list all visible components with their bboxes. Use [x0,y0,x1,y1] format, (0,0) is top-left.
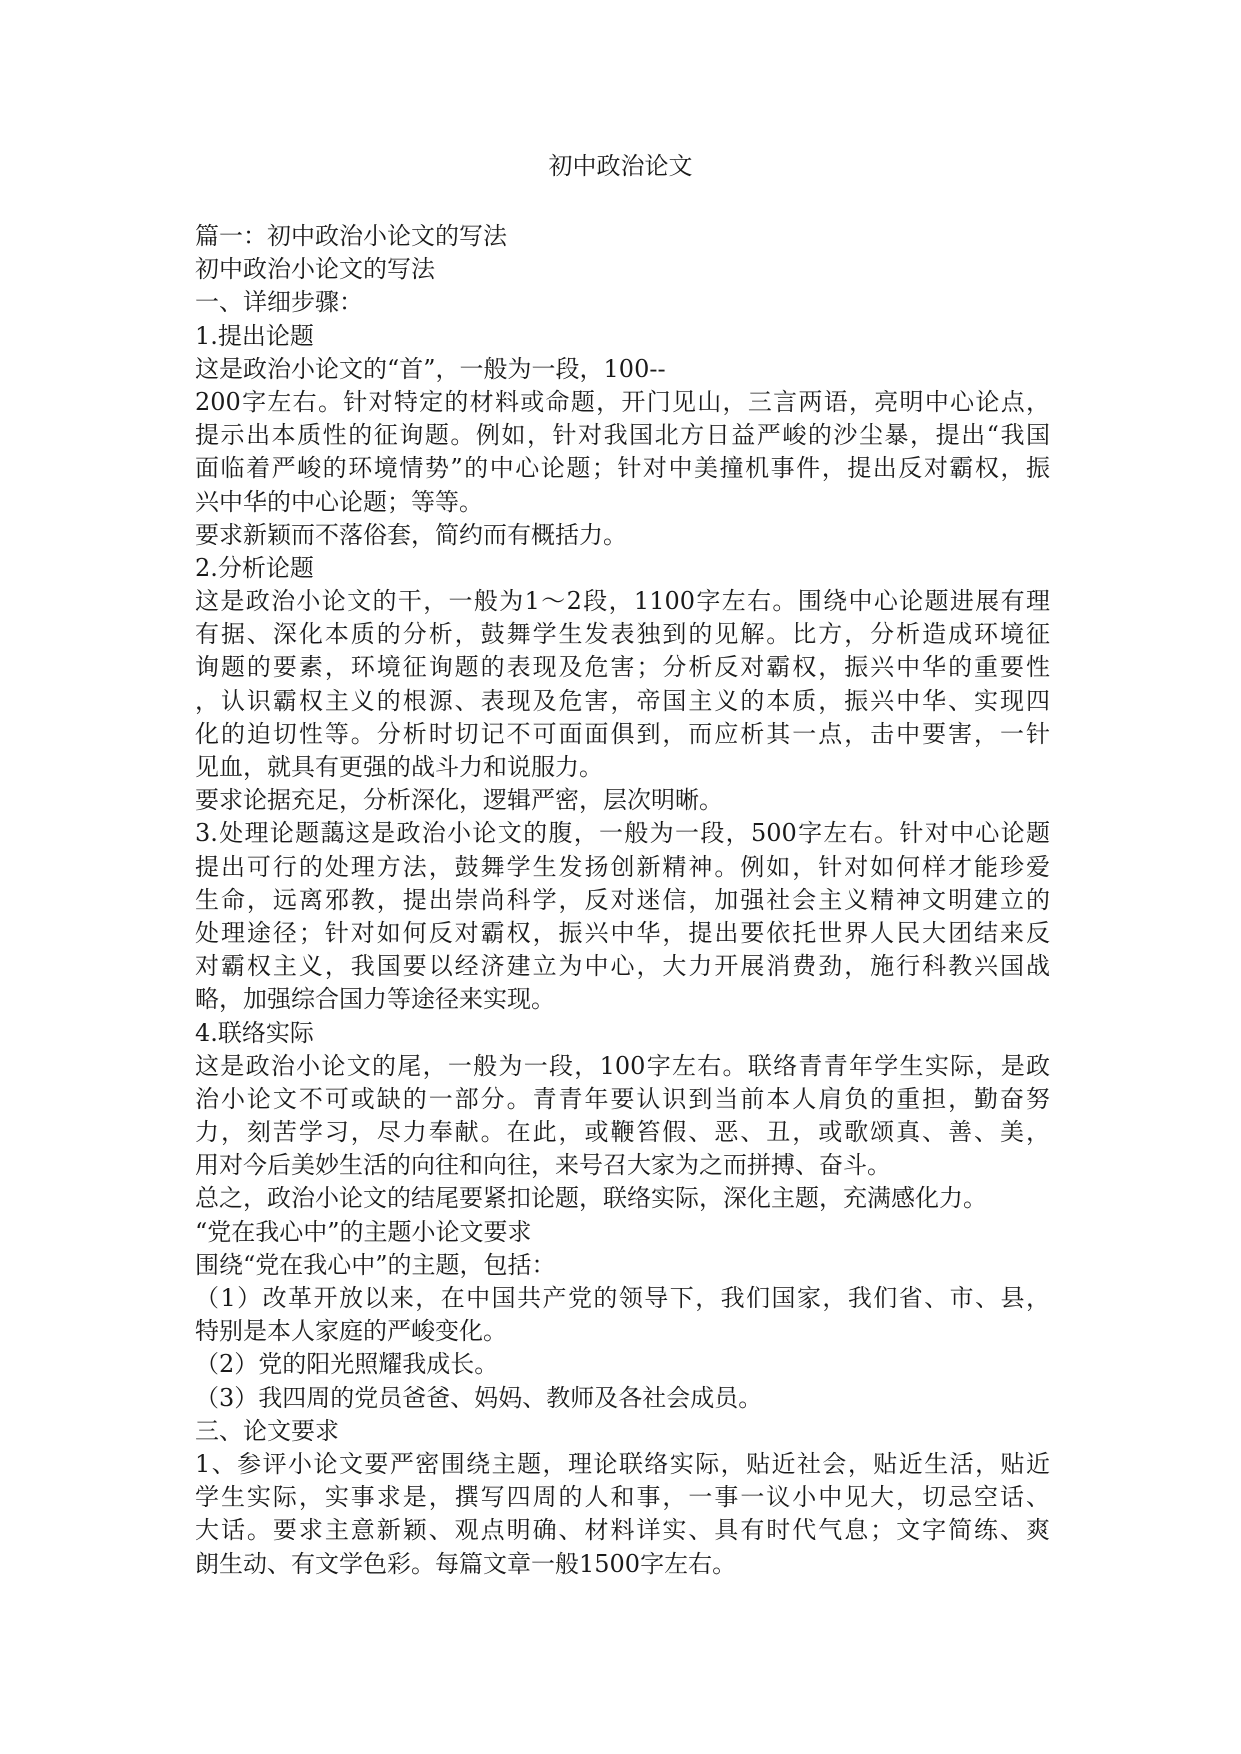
text-line: 1、参评小论文要严密围绕主题，理论联络实际，贴近社会，贴近生活，贴近 [195,1449,1050,1478]
text-line: 提示出本质性的征询题。例如，针对我国北方日益严峻的沙尘暴，提出“我国 [195,421,1050,450]
text-line: 总之，政治小论文的结尾要紧扣论题，联络实际，深化主题，充满感化力。 [195,1184,987,1213]
text-line: 学生实际，实事求是，撰写四周的人和事，一事一议小中见大，切忌空话、 [195,1483,1050,1512]
text-line: 提出可行的处理方法，鼓舞学生发扬创新精神。例如，针对如何样才能珍爱 [195,852,1050,881]
document-body [195,220,1050,1581]
text-line: （2）党的阳光照耀我成长。 [195,1350,499,1379]
text-line: 要求新颖而不落俗套，简约而有概括力。 [195,520,627,549]
text-line: 要求论据充足，分析深化，逻辑严密，层次明晰。 [195,786,723,815]
text-line: 见血，就具有更强的战斗力和说服力。 [195,753,603,781]
text-line: 询题的要素，环境征询题的表现及危害；分析反对霸权，振兴中华的重要性 [195,653,1050,682]
text-line: 3.处理论题藹这是政治小论文的腹，一般为一段，500字左右。针对中心论题 [195,819,1050,848]
text-line: 朗生动、有文学色彩。每篇文章一般1500字左右。 [195,1549,737,1578]
text-line: 化的迫切性等。分析时切记不可面面俱到，而应析其一点，击中要害，一针 [195,719,1050,748]
text-line: 大话。要求主意新颖、观点明确、材料详实、具有时代气息；文字简练、爽 [195,1516,1050,1545]
text-line: 力，刻苦学习，尽力奉献。在此，或鞭笞假、恶、丑，或歌颂真、善、美， [195,1118,1050,1147]
text-line: 治小论文不可或缺的一部分。青青年要认识到当前本人肩负的重担，勤奋努 [195,1084,1050,1113]
text-line: 1.提出论题 [195,321,314,350]
text-line: 处理途径；针对如何反对霸权，振兴中华，提出要依托世界人民大团结来反 [195,918,1050,947]
text-line: 200字左右。针对特定的材料或命题，开门见山，三言两语，亮明中心论点， [195,387,1050,416]
text-line: 对霸权主义，我国要以经济建立为中心，大力开展消费劲，施行科教兴国战 [195,952,1050,981]
text-line: 用对今后美妙生活的向往和向往，来号召大家为之而拼搏、奋斗。 [195,1151,891,1180]
text-line: “党在我心中”的主题小论文要求 [195,1217,532,1246]
text-line: 这是政治小论文的“首”，一般为一段，100-- [195,354,666,383]
text-line: （3）我四周的党员爸爸、妈妈、教师及各社会成员。 [195,1383,763,1412]
text-line: ，认识霸权主义的根源、表现及危害，帝国主义的本质，振兴中华、实现四 [195,686,1050,715]
text-line: 生命，远离邪教，提出崇尚科学，反对迷信，加强社会主义精神文明建立的 [195,885,1050,914]
text-line: （1）改革开放以来，在中国共产党的领导下，我们国家，我们省、市、县， [195,1284,1050,1312]
text-line: 初中政治小论文的写法 [195,255,435,284]
text-line: 三、论文要求 [195,1416,339,1445]
text-line: 面临着严峻的环境情势”的中心论题；针对中美撞机事件，提出反对霸权，振 [195,454,1050,483]
text-line: 4.联络实际 [195,1018,314,1047]
text-line: 这是政治小论文的干，一般为1～2段，1100字左右。围绕中心论题进展有理 [195,587,1050,616]
text-line: 篇一：初中政治小论文的写法 [195,222,507,250]
text-line: 略，加强综合国力等途径来实现。 [195,985,555,1014]
document-title: 初中政治论文 [548,152,693,180]
text-line: 有据、深化本质的分析，鼓舞学生发表独到的见解。比方，分析造成环境征 [195,620,1050,649]
text-line: 围绕“党在我心中”的主题，包括： [195,1250,556,1279]
text-line: 兴中华的中心论题；等等。 [195,487,483,516]
text-line: 2.分析论题 [195,553,314,582]
text-line: 特别是本人家庭的严峻变化。 [195,1317,507,1346]
text-line: 这是政治小论文的尾，一般为一段，100字左右。联络青青年学生实际，是政 [195,1051,1050,1080]
text-line: 一、详细步骤： [195,288,363,317]
